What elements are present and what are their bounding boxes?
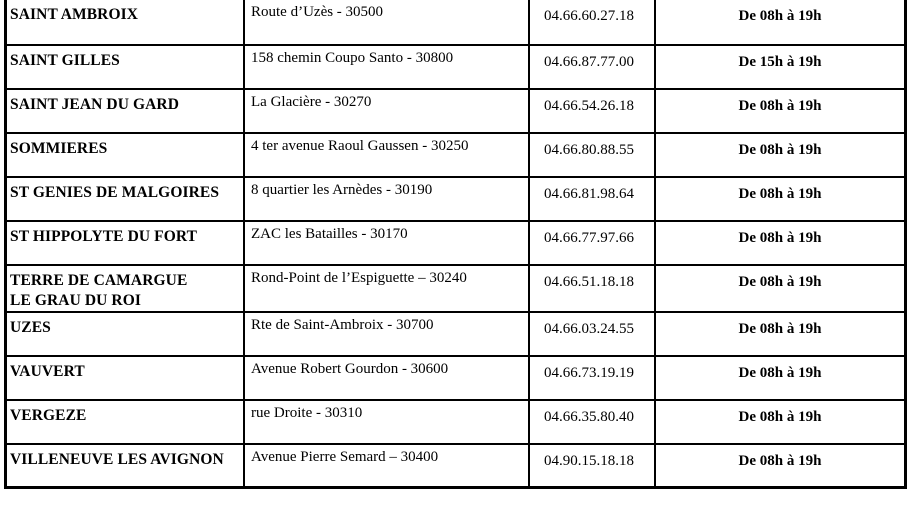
- hours-cell: De 08h à 19h: [656, 266, 907, 313]
- city-cell: [4, 266, 245, 313]
- hours-cell: De 08h à 19h: [656, 178, 907, 222]
- phone-cell: 04.66.77.97.66: [530, 222, 656, 266]
- hours-cell: De 08h à 19h: [656, 134, 907, 178]
- phone-cell: 04.66.81.98.64: [530, 178, 656, 222]
- address-cell: rue Droite - 30310: [245, 401, 530, 445]
- table-row: [4, 222, 907, 266]
- address-cell: 158 chemin Coupo Santo - 30800: [245, 46, 530, 90]
- address-cell: Rond-Point de l’Espiguette – 30240: [245, 266, 530, 313]
- hours-cell: De 15h à 19h: [656, 46, 907, 90]
- table-row: [4, 401, 907, 445]
- table-row: [4, 178, 907, 222]
- city-cell: SAINT GILLES: [4, 46, 245, 90]
- city-cell: VAUVERT: [4, 357, 245, 401]
- table-row: [4, 134, 907, 178]
- table-row: [4, 266, 907, 313]
- phone-cell: 04.66.60.27.18: [530, 0, 656, 46]
- city-cell: UZES: [4, 313, 245, 357]
- hours-cell: De 08h à 19h: [656, 222, 907, 266]
- hours-cell: De 08h à 19h: [656, 401, 907, 445]
- city-cell: ST GENIES DE MALGOIRES: [4, 178, 245, 222]
- address-cell: Avenue Pierre Semard – 30400: [245, 445, 530, 489]
- city-line-2: LE GRAU DU ROI: [10, 292, 142, 309]
- phone-cell: 04.66.03.24.55: [530, 313, 656, 357]
- hours-cell: De 08h à 19h: [656, 357, 907, 401]
- city-cell: SAINT JEAN DU GARD: [4, 90, 245, 134]
- city-cell: ST HIPPOLYTE DU FORT: [4, 222, 245, 266]
- hours-cell: De 08h à 19h: [656, 313, 907, 357]
- hours-cell: De 08h à 19h: [656, 445, 907, 489]
- phone-cell: 04.66.35.80.40: [530, 401, 656, 445]
- center-table: [4, 0, 907, 489]
- phone-cell: 04.66.54.26.18: [530, 90, 656, 134]
- phone-cell: 04.66.73.19.19: [530, 357, 656, 401]
- phone-cell: 04.66.51.18.18: [530, 266, 656, 313]
- address-cell: 8 quartier les Arnèdes - 30190: [245, 178, 530, 222]
- table-row: [4, 313, 907, 357]
- hours-cell: De 08h à 19h: [656, 90, 907, 134]
- phone-cell: 04.66.87.77.00: [530, 46, 656, 90]
- table-row: [4, 46, 907, 90]
- address-cell: La Glacière - 30270: [245, 90, 530, 134]
- address-cell: Rte de Saint-Ambroix - 30700: [245, 313, 530, 357]
- center-list-table: [4, 0, 907, 489]
- phone-cell: 04.90.15.18.18: [530, 445, 656, 489]
- table-row: [4, 357, 907, 401]
- city-cell: SOMMIERES: [4, 134, 245, 178]
- table-row: [4, 90, 907, 134]
- table-row: [4, 0, 907, 46]
- address-cell: Route d’Uzès - 30500: [245, 0, 530, 46]
- hours-cell: De 08h à 19h: [656, 0, 907, 46]
- city-cell: VERGEZE: [4, 401, 245, 445]
- city-line-1: TERRE DE CAMARGUE: [10, 272, 188, 289]
- address-cell: 4 ter avenue Raoul Gaussen - 30250: [245, 134, 530, 178]
- city-cell: SAINT AMBROIX: [4, 0, 245, 46]
- address-cell: ZAC les Batailles - 30170: [245, 222, 530, 266]
- address-cell: Avenue Robert Gourdon - 30600: [245, 357, 530, 401]
- city-cell: VILLENEUVE LES AVIGNON: [4, 445, 245, 489]
- table-row: [4, 445, 907, 489]
- phone-cell: 04.66.80.88.55: [530, 134, 656, 178]
